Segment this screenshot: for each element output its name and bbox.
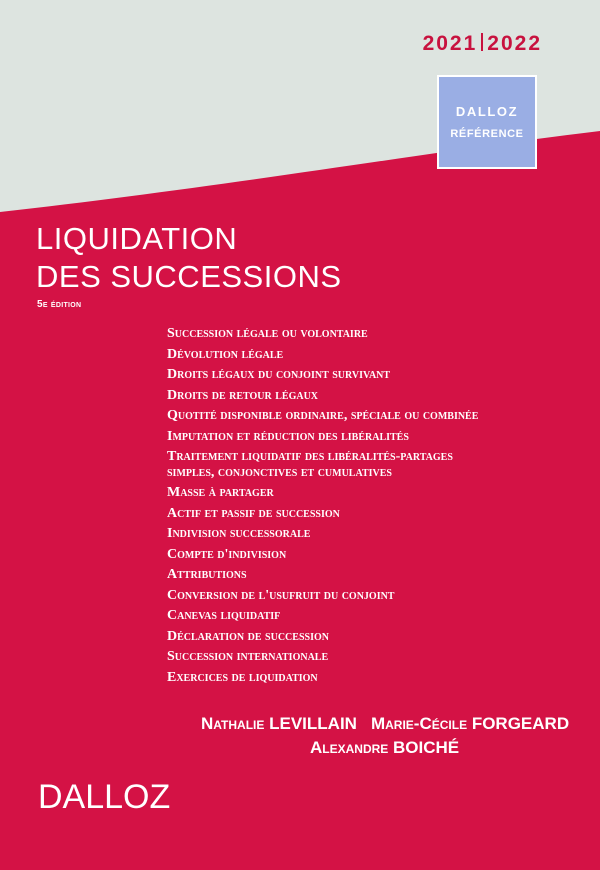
collection-brand: DALLOZ <box>455 104 519 119</box>
year-end: 2022 <box>487 32 542 55</box>
edition-label: 5e édition <box>37 299 82 310</box>
authors-line-2 <box>310 738 459 758</box>
topic-item: Traitement liquidatif des libéralités-partages simples, conjonctives et cumulatives <box>167 449 453 480</box>
year-separator <box>481 33 483 51</box>
title-line-2: DES SUCCESSIONS <box>36 259 342 294</box>
topic-item: Actif et passif de succession <box>167 505 340 521</box>
author-last-name: BOICHÉ <box>393 738 460 757</box>
topic-item: Indivision successorale <box>167 526 311 541</box>
author-first-name: Marie-Cécile <box>370 714 468 733</box>
author-first-name: Alexandre <box>310 738 389 757</box>
topic-item: Dévolution légale <box>167 346 284 362</box>
authors-line-1 <box>201 714 569 734</box>
topic-item: Masse à partager <box>167 485 274 500</box>
edition-year <box>423 32 542 56</box>
topic-item: Succession légale ou volontaire <box>167 326 368 341</box>
publisher-logo: DALLOZ <box>38 778 171 816</box>
topic-item: Compte d'indivision <box>167 546 287 562</box>
year-start: 2021 <box>422 32 478 55</box>
topics-list <box>167 326 527 690</box>
author-first-name: Nathalie <box>201 714 265 733</box>
topic-item: Droits de retour légaux <box>167 387 319 403</box>
topic-item: Succession internationale <box>167 649 329 664</box>
topic-item: Imputation et réduction des libéralités <box>167 428 409 444</box>
topic-item: Quotité disponible ordinaire, spéciale ou combinée <box>167 408 479 423</box>
topic-item: Déclaration de succession <box>167 628 329 644</box>
topic-item: Droits légaux du conjoint survivant <box>167 367 391 382</box>
book-title <box>36 220 342 296</box>
topic-item: Exercices de liquidation <box>167 669 318 685</box>
topic-item: Conversion de l'usufruit du conjoint <box>167 587 395 603</box>
topic-item: Canevas liquidatif <box>167 608 281 623</box>
author-last-name: LEVILLAIN <box>269 714 357 733</box>
author-last-name: FORGEARD <box>471 714 570 733</box>
topic-item: Attributions <box>167 567 247 582</box>
title-line-1: LIQUIDATION <box>36 221 238 256</box>
collection-series: RÉFÉRENCE <box>450 128 524 140</box>
collection-badge <box>437 75 537 169</box>
